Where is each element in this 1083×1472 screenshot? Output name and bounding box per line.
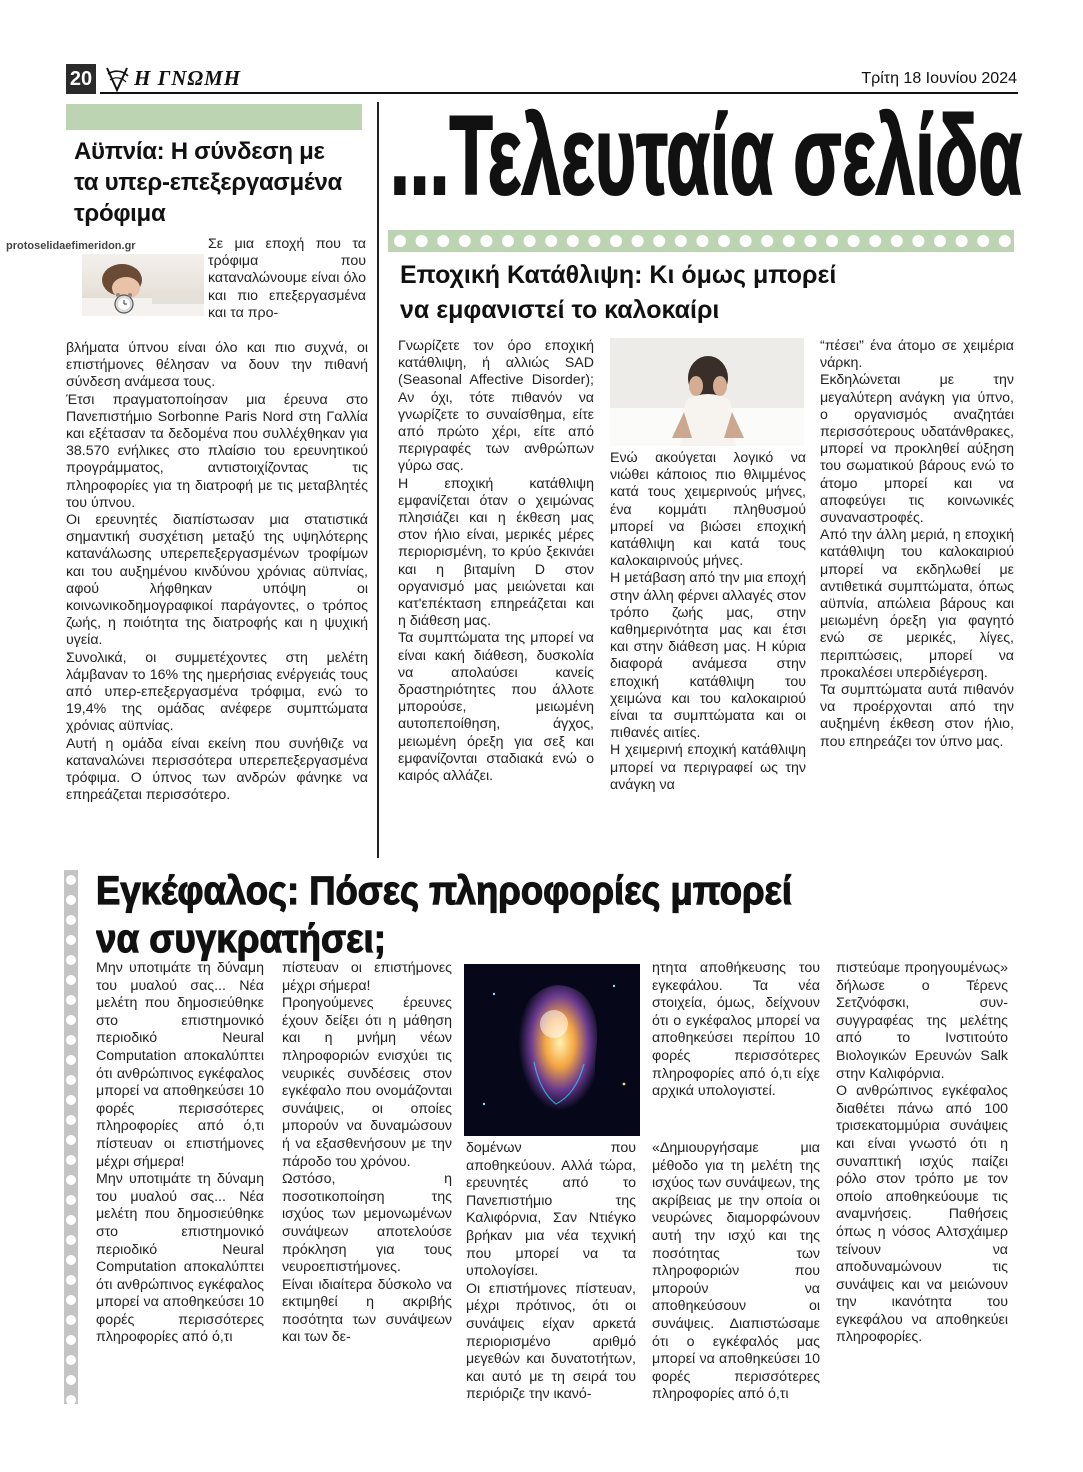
page-number: 20 xyxy=(66,64,96,94)
section-title xyxy=(388,104,1028,208)
decorative-dot-band xyxy=(388,230,1014,252)
title-line: να εμφανιστεί το καλοκαίρι xyxy=(400,296,720,324)
brain-column-1 xyxy=(96,960,264,1347)
paragraph: Οι ερευνητές διαπίστωσαν μια στατιστικά σημαντική συσχέτιση μεταξύ της υψηλότερης κατανάλωσης υπερεπεξεργασμένων τροφίμων και του αυξημένου κινδύνου χρόνιας αϋπνίας, αφού λήφθηκαν υπόψη οι κοινωνικοδημογραφικοί παράγοντες, ο τρόπος ζωής, η ποιότητα της διατροφής και η ψυχική υγεία. xyxy=(66,512,368,649)
article-top-band xyxy=(66,104,362,130)
decorative-dot xyxy=(66,1335,76,1345)
paragraph: δομένων που αποθηκεύουν. Αλλά τώρα, ερευνητές από το Πανεπιστήμιο της Καλιφόρνια, Σαν Ντιέγκο βρήκαν μια νέα τεχνική που μπορεί να τα υπολογίσει. xyxy=(466,1140,636,1280)
decorative-dot xyxy=(912,235,924,247)
source-watermark: protoselidaefimeridon.gr xyxy=(6,240,136,252)
paragraph: Αυτή η ομάδα είναι εκείνη που συνήθιζε να καταναλώνει περισσότερα υπερεπεξεργασμένα τρόφιμα. Ο ύπνος των ανδρών φάνηκε να επηρεάζεται περισσότερο. xyxy=(66,735,368,804)
decorative-dot xyxy=(999,235,1011,247)
decorative-dot xyxy=(588,235,600,247)
decorative-dot xyxy=(66,1235,76,1245)
paragraph: Ενώ ακούγεται λογικό να νιώθει κάποιος πιο θλιμμένος κατά τους χειμερινούς μήνες, ένα κομμάτι πληθυσμού μπορεί να βιώσει εποχική κατάθλιψη και κατά τους καλοκαιρινούς μήνες. xyxy=(610,450,806,570)
decorative-dot xyxy=(956,235,968,247)
decorative-dot xyxy=(783,235,795,247)
paragraph: Τα συμπτώματα της μπορεί να είναι κακή διάθεση, δυσκολία να απολαύσει κανείς δραστηριότητες που άλλοτε μπορούσε, μειωμένη αυτοπεποίθηση, άγχος, μειωμένη όρεξη για σεξ και εμφανίζονται σταδιακά ενώ ο καιρός αλλάζει. xyxy=(398,630,594,785)
seasonal-depression-title xyxy=(400,258,1010,328)
glowing-brain-photo xyxy=(464,964,640,1136)
issue-date: Τρίτη 18 Ιουνίου 2024 xyxy=(861,70,1017,87)
decorative-dot xyxy=(66,1275,76,1285)
brain-column-2 xyxy=(282,960,452,1347)
decorative-dot xyxy=(66,975,76,985)
brand-name: Η ΓΝΩΜΗ xyxy=(134,66,242,90)
title-line: τρόφιμα xyxy=(74,200,166,227)
decorative-dot xyxy=(848,235,860,247)
paragraph: Σε μια εποχή που τα τρόφιμα που καταναλώνουμε είναι όλο και πιο επεξεργασμένα και τα προ- xyxy=(208,236,366,321)
decorative-dot xyxy=(804,235,816,247)
decorative-dot xyxy=(891,235,903,247)
decorative-dot xyxy=(66,1075,76,1085)
brain-column-3-bottom xyxy=(652,1140,820,1404)
title-line: τα υπερ-επεξεργασμένα xyxy=(74,169,342,196)
decorative-dot xyxy=(740,235,752,247)
paragraph: Η εποχική κατάθλιψη εμφανίζεται όταν ο χειμώνας πλησιάζει και η έκθεση μας στον ήλιο είναι, μερικές μέρες περιορισμένη, το κρύο ξεκινάει και η βιταμίνη D στον οργανισμό μας μειώνεται και κατ'επέκταση επηρεάζεται και η διάθεση μας. xyxy=(398,475,594,630)
decorative-dot xyxy=(977,235,989,247)
title-line: Εγκέφαλος: Πόσες πληροφορίες μπορεί xyxy=(96,869,792,913)
decorative-dot xyxy=(66,1375,76,1385)
decorative-dot xyxy=(480,235,492,247)
decorative-dot xyxy=(524,235,536,247)
decorative-dot xyxy=(394,235,406,247)
decorative-dot xyxy=(675,235,687,247)
paragraph: Εκδηλώνεται με την μεγαλύτερη ανάγκη για ύπνο, ο οργανισμός αναζητάει περισσότερους υδατάνθρακες, μπορεί να προκληθεί αύξηση του σωματικού βάρους ενώ το άτομο μπορεί και να αποφεύγει τις κοινωνικές συναναστροφές. xyxy=(820,372,1014,527)
insomnia-photo xyxy=(82,254,204,316)
paragraph: ητητα αποθήκευσης του εγκεφάλου. Τα νέα στοιχεία, όμως, δείχνουν ότι ο εγκέφαλος μπορεί να αποθηκεύσει περίπου 10 φορές περισσότερες πληροφορίες από ό,τι είχε αρχικά υπολογιστεί. xyxy=(652,960,820,1100)
decorative-dot xyxy=(610,235,622,247)
decorative-dot xyxy=(66,1355,76,1365)
paragraph: Η μετάβαση από την μια εποχή στην άλλη φέρνει αλλαγές στον τρόπο ζωής μας, στην καθημερινότητα μας και έτσι και στην διάθεση μας. Η κύρια διαφορά ανάμεσα στην εποχική κατάθλιψη του χειμώνα και του καλοκαιριού είναι τα συμπτώματα και οι πιθανές αιτίες. xyxy=(610,570,806,742)
decorative-dot xyxy=(437,235,449,247)
brain-column-3-mid xyxy=(466,1140,636,1404)
decorative-dot xyxy=(696,235,708,247)
paragraph: Οι επιστήμονες πίστευαν, μέχρι πρότινος, ότι οι συνάψεις είχαν αρκετά περιορισμένο αριθμό μεγεθών και δυνατοτήτων, και αυτό με τη σειρά του περιόριζε την ικανό- xyxy=(466,1280,636,1403)
insomnia-intro xyxy=(208,236,366,322)
paragraph: Ο ανθρώπινος εγκέφαλος διαθέτει πάνω από 100 τρισεκατομμύρια συνάψεις και είναι γνωστό ότι η συναπτική ισχύς παίζει ρόλο στον τρόπο με τον οποίο αποθηκεύουμε τις αναμνήσεις. Παθήσεις όπως η νόσος Αλτσχάιμερ τείνουν να αποδυναμώνουν τις συνάψεις και να μειώνουν την ικανότητα του εγκεφάλου να αποθηκεύει πληροφορίες. xyxy=(836,1083,1008,1346)
decorative-dot xyxy=(66,1035,76,1045)
decorative-dot xyxy=(66,995,76,1005)
decorative-dot xyxy=(66,875,76,885)
title-line: Αϋπνία: Η σύνδεση με xyxy=(74,138,325,165)
decorative-dot xyxy=(826,235,838,247)
decorative-dot xyxy=(66,895,76,905)
decorative-dot xyxy=(66,1015,76,1025)
column-divider xyxy=(377,102,379,858)
decorative-dot xyxy=(869,235,881,247)
paragraph: Από την άλλη μεριά, η εποχική κατάθλιψη του καλοκαιριού μπορεί να εκδηλωθεί με αντιθετικά συμπτώματα, όπως αϋπνία, απώλεια βάρους και μειωμένη όρεξη για φαγητό ενώ σε μερικές, λίγες, περιπτώσεις, μπορεί να προκαλέσει υπερδιέγερση. xyxy=(820,527,1014,681)
paragraph: «Δημιουργήσαμε μια μέθοδο για τη μελέτη της ισχύος των συνάψεων, της ακρίβειας με την οποία οι νευρώνες διαμορφώνουν αυτή την ισχύ και της ποσότητας των πληροφοριών που μπορούν να αποθηκεύσουν οι συνάψεις. Διαπιστώσαμε ότι ο εγκέφαλός μας μπορεί να αποθηκεύσει 10 φορές περισσότερες πληροφορίες από ό,τι xyxy=(652,1140,820,1403)
paragraph: Συνολικά, οι συμμετέχοντες στη μελέτη λάμβαναν το 16% της ημερήσιας ενέργειάς τους από υπερ-επεξεργασμένα τρόφιμα, ενώ το 19,4% της ομάδας ανέφερε συμπτώματα χρόνιας αϋπνίας. xyxy=(66,649,368,735)
decorative-dot xyxy=(718,235,730,247)
paragraph: Τα συμπτώματα αυτά πιθανόν να προέρχονται από την αυξημένη έκθεση στον ήλιο, που επηρεάζει τον ύπνο μας. xyxy=(820,682,1014,750)
decorative-dot xyxy=(934,235,946,247)
decorative-side-strip xyxy=(64,870,78,1404)
brain-article-title xyxy=(96,866,1026,962)
decorative-dot xyxy=(66,1155,76,1165)
paragraph: Γνωρίζετε τον όρο εποχική κατάθλιψη, ή αλλιώς SAD (Seasonal Affective Disorder); Αν όχι, τότε πιθανόν να γνωρίζετε το συναίσθημα, είτε από πρώτο χέρι, είτε από περιγραφές των ανθρώπων γύρω σας. xyxy=(398,338,594,475)
decorative-dot xyxy=(66,1195,76,1205)
decorative-dot xyxy=(632,235,644,247)
section-title-text: ...Τελευταία σελίδα xyxy=(390,104,1022,208)
paragraph: Η χειμερινή εποχική κατάθλιψη μπορεί να περιγραφεί ως την ανάγκη να xyxy=(610,742,806,793)
decorative-dot xyxy=(416,235,428,247)
decorative-dot xyxy=(66,1315,76,1325)
decorative-dot xyxy=(66,935,76,945)
decorative-dot xyxy=(66,1115,76,1125)
title-line: Εποχική Κατάθλιψη: Κι όμως μπορεί xyxy=(400,261,837,289)
brain-column-3-top xyxy=(652,960,820,1101)
insomnia-body xyxy=(66,340,368,804)
paragraph: Μην υποτιμάτε τη δύναμη του μυαλού σας... Νέα μελέτη που δημοσιεύθηκε στο επιστημονικό περιοδικό Neural Computation αποκαλύπτει ότι ανθρώπινος εγκέφαλος μπορεί να αποθηκεύσει 10 φορές περισσότερες πληροφορίες από ό,τι πίστευαν οι επιστήμονες μέχρι σήμερα! xyxy=(96,960,264,1170)
decorative-dot xyxy=(502,235,514,247)
insomnia-article-title xyxy=(74,136,374,229)
paragraph: Έτσι πραγματοποίησαν μια έρευνα στο Πανεπιστήμιο Sorbonne Paris Nord στη Γαλλία και εξέτασαν τα δεδομένα που συλλέχθηκαν για 38.570 ενήλικες στο πλαίσιο του ερευνητικού προγράμματος, αντιστοιχίζοντας τις πληροφορίες για τη διατροφή με τις μεταβλητές του ύπνου. xyxy=(66,391,368,511)
seasonal-depression-column-1 xyxy=(398,338,594,785)
header-rule xyxy=(100,92,1018,94)
paragraph: Προηγούμενες έρευνες έχουν δείξει ότι η μάθηση και η μνήμη νέων πληροφοριών ενισχύει τις νευρικές συνδέσεις στον εγκέφαλο που ονομάζονται συνάψεις, οι οποίες μπορούν να δυναμώσουν ή να εξασθενήσουν με την πάροδο του χρόνου. xyxy=(282,995,452,1170)
brand-logo-icon xyxy=(104,64,130,92)
title-line: να συγκρατήσει; xyxy=(96,917,386,961)
paragraph: Είναι ιδιαίτερα δύσκολο να εκτιμηθεί η ακριβής ποσότητα των συνάψεων και των δε- xyxy=(282,1276,452,1346)
seasonal-depression-column-3 xyxy=(820,338,1014,751)
decorative-dot xyxy=(66,915,76,925)
decorative-dot xyxy=(66,955,76,965)
decorative-dot xyxy=(66,1175,76,1185)
decorative-dot xyxy=(66,1055,76,1065)
decorative-dot xyxy=(567,235,579,247)
decorative-dot xyxy=(66,1215,76,1225)
decorative-dot xyxy=(66,1255,76,1265)
paragraph: πιστεύαμε προηγουμένως» δήλωσε ο Τέρενς Σετζνόφσκι, συν-συγγραφέας της μελέτης από το Ινστιτούτο Βιολογικών Ερευνών Salk στην Καλιφόρνια. xyxy=(836,960,1008,1082)
decorative-dot xyxy=(761,235,773,247)
paragraph: Μην υποτιμάτε τη δύναμη του μυαλού σας... Νέα μελέτη που δημοσιεύθηκε στο επιστημονικό περιοδικό Neural Computation αποκαλύπτει ότι ανθρώπινος εγκέφαλος μπορεί να αποθηκεύσει 10 φορές περισσότερες πληροφορίες από ό,τι xyxy=(96,1171,264,1346)
decorative-dot xyxy=(653,235,665,247)
paragraph: “πέσει” ένα άτομο σε χειμέρια νάρκη. xyxy=(820,338,1014,372)
decorative-dot xyxy=(459,235,471,247)
decorative-dot xyxy=(66,1095,76,1105)
paragraph: βλήματα ύπνου είναι όλο και πιο συχνά, οι επιστήμονες θέλησαν να δουν την πιθανή σύνδεση ανάμεσα τους. xyxy=(66,340,368,391)
decorative-dot xyxy=(66,1135,76,1145)
decorative-dot xyxy=(66,1295,76,1305)
sad-woman-photo xyxy=(610,338,804,446)
seasonal-depression-column-2 xyxy=(610,450,806,794)
paragraph: πίστευαν οι επιστήμονες μέχρι σήμερα! xyxy=(282,960,452,994)
brain-column-4 xyxy=(836,960,1008,1347)
decorative-dot xyxy=(545,235,557,247)
paragraph: Ωστόσο, η ποσοτικοποίηση της ισχύος των μεμονωμένων συνάψεων αποτελούσε πρόκληση για τους νευροεπιστήμονες. xyxy=(282,1171,452,1276)
